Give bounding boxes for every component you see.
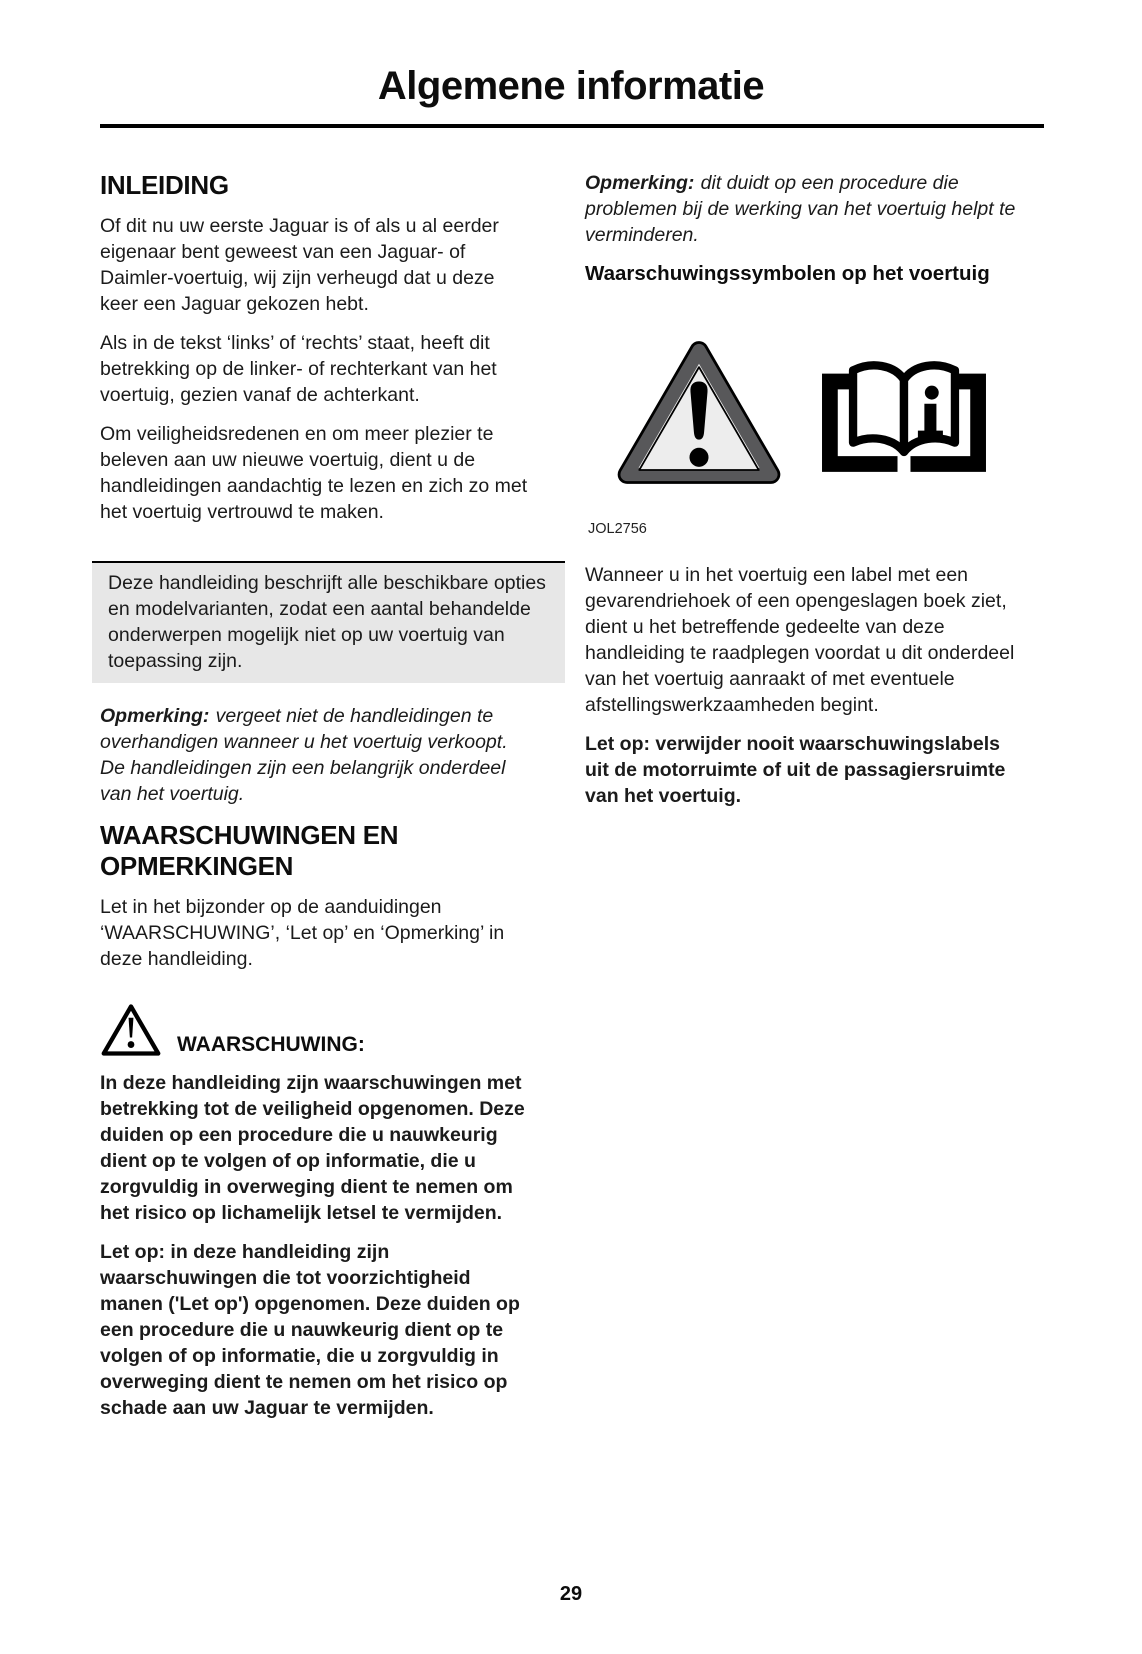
left-column [100, 170, 546, 1434]
opmerking-text: vergeet niet de handleidingen te overhandigen wanneer u het voertuig verkoopt. De handleidingen zijn een belangrijk onderdeel van het voertuig. [100, 705, 508, 805]
section-heading-waarschuwingen: WAARSCHUWINGEN EN OPMERKINGEN [100, 820, 399, 881]
letop-text: Let op: verwijder nooit waarschuwingslabels uit de motorruimte of uit de passagiersruimte van het voertuig. [585, 733, 1006, 807]
section-heading-inleiding: INLEIDING [100, 170, 229, 200]
page-number: 29 [559, 1583, 583, 1605]
page-footer [0, 1583, 1142, 1606]
symbols-subheading: Waarschuwingssymbolen op het voertuig [585, 262, 990, 285]
note-box [92, 561, 565, 683]
paragraph: Om veiligheidsredenen en om meer plezier te beleven aan uw nieuwe voertuig, dient u de handleidingen aandachtig te lezen en zich zo met het voertuig vertrouwd te maken. [100, 423, 528, 523]
opmerking-paragraph [585, 170, 1022, 248]
paragraph: Of dit nu uw eerste Jaguar is of als u al eerder eigenaar bent geweest van een Jaguar- of Daimler-voertuig, wij zijn verheugd dat u deze keer een Jaguar gekozen hebt. [100, 215, 499, 315]
warning-heading-row [100, 1002, 537, 1058]
opmerking-text: dit duidt op een procedure die problemen bij de werking van het voertuig helpt te verminderen. [585, 172, 1016, 246]
paragraph: Als in de tekst ‘links’ of ‘rechts’ staat, heeft dit betrekking op de linker- of rechterkant van het voertuig, gezien vanaf de achterkant. [100, 332, 497, 406]
paragraph: Wanneer u in het voertuig een label met een gevarendriehoek of een opengeslagen boek ziet, dient u het betreffende gedeelte van deze handleiding te raadplegen voordat u dit onderdeel van het voertuig aanraakt of met eventuele afstellingswerkzaamheden begint. [585, 564, 1015, 716]
paragraph: Let in het bijzonder op de aanduidingen ‘WAARSCHUWING’, ‘Let op’ en ‘Opmerking’ in deze handleiding. [100, 896, 505, 970]
warning-triangle-icon [100, 1002, 162, 1058]
opmerking-label: Opmerking: [585, 172, 695, 194]
open-book-info-icon [816, 348, 992, 478]
note-box-text: Deze handleiding beschrijft alle beschikbare opties en modelvarianten, zodat een aantal behandelde onderwerpen mogelijk niet op uw voertuig van toepassing zijn. [108, 572, 546, 672]
symbols-row [591, 339, 1016, 486]
figure-caption: JOL2756 [588, 521, 647, 537]
hazard-triangle-icon [616, 339, 782, 486]
letop-text: Let op: in deze handleiding zijn waarschuwingen die tot voorzichtigheid manen ('Let op') opgenomen. Deze duiden op een procedure die u nauwkeurig dient op te volgen of op informatie, die u zorgvuldig in overweging dient te nemen om het risico op schade aan uw Jaguar te vermijden. [100, 1241, 520, 1419]
warning-symbols-figure [585, 339, 1022, 542]
content-columns [100, 170, 1044, 1434]
title-rule [100, 124, 1044, 128]
opmerking-paragraph [100, 703, 537, 807]
opmerking-label: Opmerking: [100, 705, 210, 727]
warning-label: WAARSCHUWING: [177, 1033, 365, 1056]
warning-text: In deze handleiding zijn waarschuwingen met betrekking tot de veiligheid opgenomen. Deze duiden op een procedure die u nauwkeurig dient op te volgen of op informatie, die u zorgvuldig in overweging dient te nemen om het risico op lichamelijk letsel te vermijden. [100, 1072, 525, 1224]
right-column [585, 170, 1022, 1434]
page-title: Algemene informatie [377, 64, 765, 108]
